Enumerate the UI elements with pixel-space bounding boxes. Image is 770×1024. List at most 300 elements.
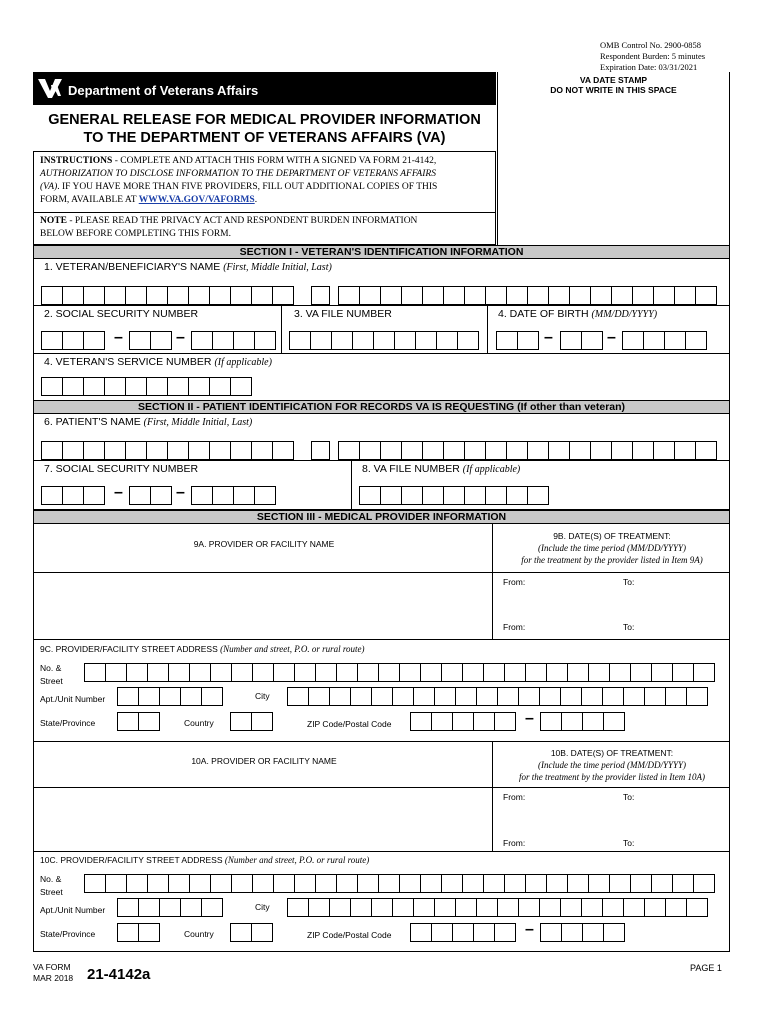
char-box[interactable] [672,874,694,893]
char-box[interactable] [497,898,519,917]
char-box[interactable] [294,874,316,893]
char-box[interactable] [359,286,381,305]
char-box[interactable] [138,898,160,917]
char-box[interactable] [413,687,435,706]
city-boxes-9c[interactable] [287,687,707,706]
char-box[interactable] [357,874,379,893]
char-box[interactable] [672,663,694,682]
char-box[interactable] [664,331,686,350]
char-box[interactable] [83,377,105,396]
char-box[interactable] [188,377,210,396]
zip-ext-boxes-9c[interactable] [540,712,624,731]
char-box[interactable] [496,331,518,350]
char-box[interactable] [254,486,276,505]
char-box[interactable] [191,331,213,350]
char-box[interactable] [62,286,84,305]
char-box[interactable] [686,687,708,706]
patient-ssn-part1[interactable] [41,486,104,505]
char-box[interactable] [129,486,151,505]
char-box[interactable] [548,286,570,305]
char-box[interactable] [83,486,105,505]
char-box[interactable] [548,441,570,460]
char-box[interactable] [413,898,435,917]
char-box[interactable] [83,286,105,305]
char-box[interactable] [653,441,675,460]
char-box[interactable] [117,898,139,917]
char-box[interactable] [230,286,252,305]
char-box[interactable] [602,687,624,706]
char-box[interactable] [401,486,423,505]
ssn-part3[interactable] [191,331,275,350]
char-box[interactable] [611,441,633,460]
char-box[interactable] [209,286,231,305]
char-box[interactable] [380,286,402,305]
zip-boxes-10c[interactable] [410,923,515,942]
char-box[interactable] [252,874,274,893]
char-box[interactable] [644,898,666,917]
country-boxes-9c[interactable] [230,712,272,731]
zip-boxes-9c[interactable] [410,712,515,731]
char-box[interactable] [464,286,486,305]
char-box[interactable] [476,898,498,917]
char-box[interactable] [147,663,169,682]
char-box[interactable] [126,874,148,893]
char-box[interactable] [581,898,603,917]
char-box[interactable] [125,377,147,396]
char-box[interactable] [518,898,540,917]
char-box[interactable] [62,486,84,505]
char-box[interactable] [399,663,421,682]
char-box[interactable] [331,331,353,350]
char-box[interactable] [287,687,309,706]
char-box[interactable] [273,663,295,682]
char-box[interactable] [582,712,604,731]
char-box[interactable] [104,286,126,305]
treatment-9b-dates [492,572,730,640]
zip-ext-boxes-10c[interactable] [540,923,624,942]
char-box[interactable] [506,286,528,305]
char-box[interactable] [230,377,252,396]
char-box[interactable] [674,286,696,305]
char-box[interactable] [167,286,189,305]
char-box[interactable] [352,331,374,350]
char-box[interactable] [546,874,568,893]
city-boxes-10c[interactable] [287,898,707,917]
char-box[interactable] [674,441,696,460]
patient-ssn-part2[interactable] [129,486,171,505]
char-box[interactable] [83,441,105,460]
char-box[interactable] [159,898,181,917]
char-box[interactable] [611,286,633,305]
dob-month[interactable] [496,331,538,350]
char-box[interactable] [546,663,568,682]
char-box[interactable] [441,874,463,893]
char-box[interactable] [504,663,526,682]
char-box[interactable] [231,663,253,682]
char-box[interactable] [422,486,444,505]
char-box[interactable] [84,663,106,682]
char-box[interactable] [104,377,126,396]
char-box[interactable] [189,874,211,893]
patient-last-name-boxes[interactable] [338,441,716,460]
char-box[interactable] [338,286,360,305]
char-box[interactable] [147,874,169,893]
char-box[interactable] [517,331,539,350]
char-box[interactable] [212,486,234,505]
char-box[interactable] [167,377,189,396]
char-box[interactable] [581,331,603,350]
ssn-part2[interactable] [129,331,171,350]
char-box[interactable] [653,286,675,305]
char-box[interactable] [588,874,610,893]
char-box[interactable] [504,874,526,893]
char-box[interactable] [473,923,495,942]
char-box[interactable] [41,331,63,350]
char-box[interactable] [105,663,127,682]
char-box[interactable] [441,663,463,682]
treatment-9b-from-1[interactable]: From: [503,577,526,587]
char-box[interactable] [623,687,645,706]
char-box[interactable] [287,898,309,917]
char-box[interactable] [539,687,561,706]
char-box[interactable] [117,923,139,942]
patient-ssn-part3[interactable] [191,486,275,505]
char-box[interactable] [436,331,458,350]
char-box[interactable] [378,663,400,682]
char-box[interactable] [188,441,210,460]
char-box[interactable] [338,441,360,460]
char-box[interactable] [401,286,423,305]
char-box[interactable] [310,331,332,350]
char-box[interactable] [41,486,63,505]
char-box[interactable] [201,687,223,706]
char-box[interactable] [561,712,583,731]
char-box[interactable] [231,874,253,893]
char-box[interactable] [311,286,330,305]
char-box[interactable] [434,687,456,706]
char-box[interactable] [357,663,379,682]
char-box[interactable] [506,486,528,505]
char-box[interactable] [392,898,414,917]
char-box[interactable] [452,712,474,731]
char-box[interactable] [431,712,453,731]
patient-va-file-boxes[interactable] [359,486,548,505]
char-box[interactable] [569,286,591,305]
char-box[interactable] [84,874,106,893]
char-box[interactable] [476,687,498,706]
char-box[interactable] [643,331,665,350]
char-box[interactable] [525,874,547,893]
char-box[interactable] [308,687,330,706]
char-box[interactable] [201,898,223,917]
char-box[interactable] [350,898,372,917]
char-box[interactable] [685,331,707,350]
treatment-9b-to-2[interactable]: To: [623,622,635,632]
char-box[interactable] [251,286,273,305]
char-box[interactable] [294,663,316,682]
char-box[interactable] [252,663,274,682]
char-box[interactable] [525,663,547,682]
char-box[interactable] [41,441,63,460]
char-box[interactable] [630,874,652,893]
va-forms-link[interactable]: WWW.VA.GOV/VAFORMS [138,195,255,205]
char-box[interactable] [686,898,708,917]
char-box[interactable] [567,663,589,682]
char-box[interactable] [527,486,549,505]
char-box[interactable] [455,898,477,917]
char-box[interactable] [168,874,190,893]
char-box[interactable] [560,331,582,350]
char-box[interactable] [665,687,687,706]
street-boxes-10c[interactable] [84,874,714,893]
char-box[interactable] [159,687,181,706]
char-box[interactable] [527,286,549,305]
char-box[interactable] [315,663,337,682]
char-box[interactable] [464,486,486,505]
char-box[interactable] [609,663,631,682]
char-box[interactable] [518,687,540,706]
char-box[interactable] [359,486,381,505]
char-box[interactable] [462,663,484,682]
char-box[interactable] [371,898,393,917]
char-box[interactable] [373,331,395,350]
char-box[interactable] [590,441,612,460]
provider-10a-name-input[interactable] [33,787,493,852]
char-box[interactable] [138,712,160,731]
char-box[interactable] [125,441,147,460]
char-box[interactable] [233,331,255,350]
char-box[interactable] [622,331,644,350]
char-box[interactable] [422,286,444,305]
service-number-boxes[interactable] [41,377,251,396]
va-date-stamp [497,72,730,246]
char-box[interactable] [410,712,432,731]
char-box[interactable] [150,486,172,505]
char-box[interactable] [623,898,645,917]
char-box[interactable] [540,923,562,942]
va-file-boxes[interactable] [289,331,478,350]
char-box[interactable] [462,874,484,893]
char-box[interactable] [457,331,479,350]
char-box[interactable] [632,441,654,460]
char-box[interactable] [494,923,516,942]
treatment-10b-to-1[interactable]: To: [623,792,635,802]
char-box[interactable] [251,712,273,731]
char-box[interactable] [494,712,516,731]
char-box[interactable] [464,441,486,460]
char-box[interactable] [540,712,562,731]
ssn-part1[interactable] [41,331,104,350]
char-box[interactable] [651,874,673,893]
treatment-10b-to-2[interactable]: To: [623,838,635,848]
char-box[interactable] [180,898,202,917]
veteran-middle-initial-box[interactable] [311,286,329,305]
char-box[interactable] [452,923,474,942]
char-box[interactable] [146,377,168,396]
apt-boxes-10c[interactable] [117,898,222,917]
dob-day[interactable] [560,331,602,350]
char-box[interactable] [191,486,213,505]
char-box[interactable] [146,441,168,460]
char-box[interactable] [230,923,252,942]
char-box[interactable] [485,441,507,460]
char-box[interactable] [603,712,625,731]
char-box[interactable] [230,712,252,731]
char-box[interactable] [695,286,717,305]
char-box[interactable] [62,441,84,460]
char-box[interactable] [230,441,252,460]
char-box[interactable] [560,687,582,706]
char-box[interactable] [401,441,423,460]
char-box[interactable] [350,687,372,706]
char-box[interactable] [251,441,273,460]
char-box[interactable] [167,441,189,460]
apt-boxes-9c[interactable] [117,687,222,706]
char-box[interactable] [483,663,505,682]
char-box[interactable] [272,286,294,305]
char-box[interactable] [336,663,358,682]
char-box[interactable] [410,923,432,942]
char-box[interactable] [443,286,465,305]
char-box[interactable] [443,441,465,460]
char-box[interactable] [180,687,202,706]
char-box[interactable] [272,441,294,460]
char-box[interactable] [695,441,717,460]
char-box[interactable] [209,377,231,396]
char-box[interactable] [138,923,160,942]
char-box[interactable] [150,331,172,350]
char-box[interactable] [420,663,442,682]
char-box[interactable] [359,441,381,460]
char-box[interactable] [443,486,465,505]
char-box[interactable] [168,663,190,682]
country-label-9c: Country [184,718,214,728]
char-box[interactable] [41,377,63,396]
char-box[interactable] [420,874,442,893]
veteran-last-name-boxes[interactable] [338,286,716,305]
treatment-9b-to-1[interactable]: To: [623,577,635,587]
char-box[interactable] [336,874,358,893]
char-box[interactable] [126,663,148,682]
char-box[interactable] [632,286,654,305]
provider-9c-label: 9C. PROVIDER/FACILITY STREET ADDRESS (Number and street, P.O. or rural route) [40,644,365,654]
char-box[interactable] [422,441,444,460]
char-box[interactable] [602,898,624,917]
char-box[interactable] [125,286,147,305]
char-box[interactable] [392,687,414,706]
char-box[interactable] [251,923,273,942]
provider-9a-name-input[interactable] [33,572,493,640]
char-box[interactable] [483,874,505,893]
char-box[interactable] [371,687,393,706]
footer-form-date: MAR 2018 [33,973,74,983]
char-box[interactable] [146,286,168,305]
char-box[interactable] [117,687,139,706]
char-box[interactable] [693,874,715,893]
char-box[interactable] [380,441,402,460]
char-box[interactable] [380,486,402,505]
char-box[interactable] [609,874,631,893]
patient-first-name-boxes[interactable] [41,441,293,460]
char-box[interactable] [62,377,84,396]
char-box[interactable] [210,874,232,893]
char-box[interactable] [561,923,583,942]
char-box[interactable] [273,874,295,893]
char-box[interactable] [588,663,610,682]
char-box[interactable] [62,331,84,350]
char-box[interactable] [560,898,582,917]
patient-middle-initial-box[interactable] [311,441,329,460]
char-box[interactable] [431,923,453,942]
char-box[interactable] [117,712,139,731]
char-box[interactable] [497,687,519,706]
char-box[interactable] [665,898,687,917]
char-box[interactable] [485,286,507,305]
char-box[interactable] [41,286,63,305]
char-box[interactable] [693,663,715,682]
treatment-10b-from-1[interactable]: From: [503,792,526,802]
char-box[interactable] [329,898,351,917]
treatment-9b-from-2[interactable]: From: [503,622,526,632]
char-box[interactable] [254,331,276,350]
char-box[interactable] [311,441,330,460]
char-box[interactable] [539,898,561,917]
dob-year[interactable] [622,331,706,350]
char-box[interactable] [105,874,127,893]
char-box[interactable] [212,331,234,350]
char-box[interactable] [329,687,351,706]
char-box[interactable] [590,286,612,305]
char-box[interactable] [485,486,507,505]
char-box[interactable] [188,286,210,305]
char-box[interactable] [473,712,495,731]
char-box[interactable] [644,687,666,706]
char-box[interactable] [569,441,591,460]
treatment-10b-from-2[interactable]: From: [503,838,526,848]
char-box[interactable] [434,898,456,917]
char-box[interactable] [399,874,421,893]
char-box[interactable] [603,923,625,942]
char-box[interactable] [582,923,604,942]
char-box[interactable] [630,663,652,682]
char-box[interactable] [289,331,311,350]
char-box[interactable] [129,331,151,350]
state-boxes-10c[interactable] [117,923,159,942]
state-boxes-9c[interactable] [117,712,159,731]
char-box[interactable] [315,874,337,893]
char-box[interactable] [233,486,255,505]
char-box[interactable] [104,441,126,460]
char-box[interactable] [378,874,400,893]
char-box[interactable] [210,663,232,682]
street-boxes-9c[interactable] [84,663,714,682]
char-box[interactable] [527,441,549,460]
veteran-first-name-boxes[interactable] [41,286,293,305]
char-box[interactable] [415,331,437,350]
char-box[interactable] [581,687,603,706]
char-box[interactable] [308,898,330,917]
char-box[interactable] [567,874,589,893]
char-box[interactable] [455,687,477,706]
char-box[interactable] [394,331,416,350]
char-box[interactable] [189,663,211,682]
char-box[interactable] [209,441,231,460]
char-box[interactable] [651,663,673,682]
country-boxes-10c[interactable] [230,923,272,942]
char-box[interactable] [83,331,105,350]
char-box[interactable] [138,687,160,706]
char-box[interactable] [506,441,528,460]
